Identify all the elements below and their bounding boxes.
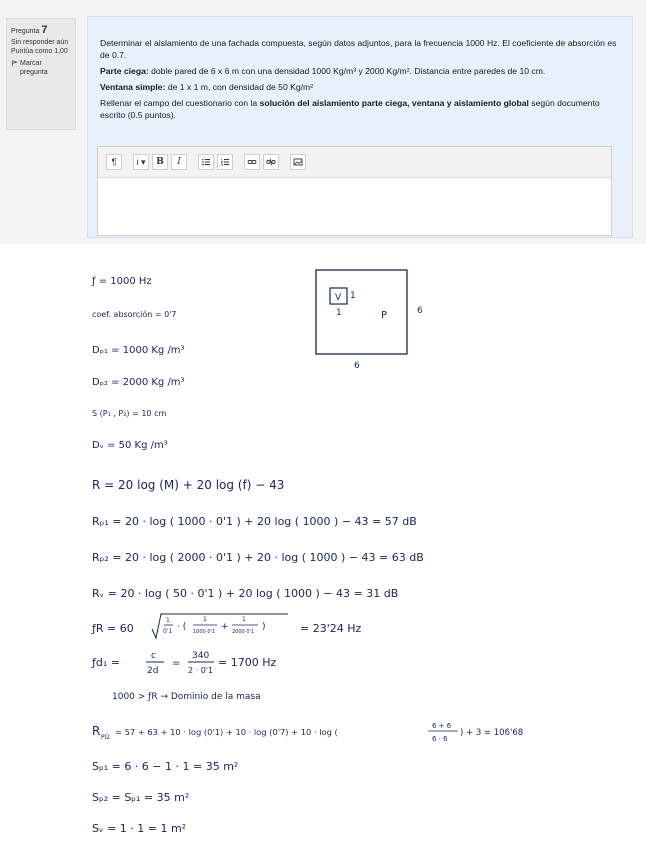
hw-line-6: Dᵥ = 50 Kg /m³	[92, 440, 168, 451]
hw-line-8: Rₚ₁ = 20 · log ( 1000 · 0'1 ) + 20 log ( 1000 ) − 43 = 57 dB	[92, 515, 417, 528]
diagram-part-label: P	[381, 310, 388, 321]
question-paragraph-2	[100, 65, 625, 77]
blind-part-label: Parte ciega:	[100, 66, 149, 76]
italic-button[interactable]: I	[171, 154, 187, 170]
hw-rpl-label: R	[92, 724, 101, 738]
fr-frac-bot-3: 2000·0'1	[232, 629, 255, 635]
fd-bot: 2d	[147, 666, 159, 676]
hw-line-7: R = 20 log (M) + 20 log (f) − 43	[92, 478, 285, 492]
unordered-list-button[interactable]	[198, 154, 214, 170]
fr-frac-top-2: 1	[203, 616, 207, 623]
flag-icon	[11, 60, 18, 67]
hw-rpl-sub: Pl2	[101, 734, 111, 741]
question-score: Puntúa como 1,00	[11, 48, 68, 56]
question-paragraph-1: Determinar el aislamiento de una fachada compuesta, según datos adjuntos, para la frecuencia 1000 Hz. El coeficiente de absorción es de 0.7.	[100, 38, 617, 60]
flag-label: Marcar pregunta	[20, 59, 48, 77]
instruction-text-a: Rellenar el campo del cuestionario con la	[100, 98, 260, 108]
instruction-bold: solución del aislamiento parte ciega, ventana y aislamiento global	[259, 98, 529, 108]
diagram-window-label: V	[335, 293, 342, 303]
question-info-panel	[6, 18, 76, 130]
diagram-side: 6	[417, 306, 423, 316]
rpl-frac-top: 6 + 6	[432, 722, 452, 730]
paragraph-button[interactable]: ¶	[106, 154, 122, 170]
hw-fr-result: = 23'24 Hz	[300, 622, 362, 635]
handwritten-solution	[0, 248, 646, 848]
hw-fr-label: ƒR = 60	[92, 622, 134, 635]
ordered-list-icon	[220, 157, 230, 167]
link-button[interactable]	[244, 154, 260, 170]
question-number: 7	[41, 24, 48, 36]
hw-line-3: Dₚ₁ = 1000 Kg /m³	[92, 345, 185, 356]
hw-rpl-result: ) + 3 = 106'68	[460, 728, 524, 738]
bold-button[interactable]: B	[152, 154, 168, 170]
hw-fd-label: ƒd₁ =	[92, 656, 120, 669]
fd-bot-2: 2 · 0'1	[188, 666, 214, 675]
hw-rpl-expr: = 57 + 63 + 10 · log (0'1) + 10 · log (0'7) + 10 · log (	[115, 727, 338, 737]
hw-line-2: coef. absorción = 0'7	[92, 310, 177, 319]
hw-line-sv: Sᵥ = 1 · 1 = 1 m²	[92, 822, 187, 835]
fr-dot: · (	[177, 622, 187, 632]
window-label: Ventana simple:	[100, 82, 166, 92]
fr-plus: +	[221, 622, 229, 632]
hw-fd-result: = 1700 Hz	[218, 656, 277, 669]
question-paragraph-4	[100, 97, 625, 121]
image-button[interactable]	[290, 154, 306, 170]
fd-top: c	[151, 651, 156, 661]
fd-eq: =	[172, 658, 181, 669]
fr-frac-bot-1: 0'1	[163, 628, 173, 635]
blind-part-text: doble pared de 6 x 6 m con una densidad 1000 Kg/m³ y 2000 Kg/m². Distancia entre paredes de 10 cm.	[148, 66, 546, 76]
fr-frac-top-1: 1	[166, 617, 170, 624]
diagram-bottom: 6	[354, 361, 360, 371]
sqrt-sign	[152, 614, 288, 638]
diagram-window-dim: 1	[350, 291, 356, 301]
hw-line-mass-domain: 1000 > ƒR → Dominio de la masa	[112, 692, 261, 702]
facade-diagram	[316, 270, 407, 354]
hw-line-5: S (P₁ , P₂) = 10 cm	[92, 409, 167, 418]
hw-line-sp2: Sₚ₂ = Sₚ₁ = 35 m²	[92, 791, 190, 804]
link-icon	[247, 157, 257, 167]
moodle-question-area	[0, 0, 646, 244]
rpl-frac-bot: 6 · 6	[432, 735, 448, 743]
instruction-text-b: según documento escrito (0.5 puntos).	[100, 98, 600, 120]
hw-line-4: Dₚ₂ = 2000 Kg /m³	[92, 377, 185, 388]
unlink-button[interactable]	[263, 154, 279, 170]
handwritten-notes	[0, 248, 646, 848]
unordered-list-icon	[201, 157, 211, 167]
hw-line-sp1: Sₚ₁ = 6 · 6 − 1 · 1 = 35 m²	[92, 760, 239, 773]
answer-editor[interactable]	[97, 146, 612, 236]
hw-line-9: Rₚ₂ = 20 · log ( 2000 · 0'1 ) + 20 · log ( 1000 ) − 43 = 63 dB	[92, 551, 424, 564]
fr-frac-bot-2: 1000·0'1	[193, 629, 216, 635]
diagram-window-dim-bottom: 1	[336, 308, 342, 318]
info-dropdown-button[interactable]: i ▾	[133, 154, 149, 170]
question-text	[100, 37, 625, 125]
editor-toolbar	[98, 147, 611, 178]
ordered-list-button[interactable]	[217, 154, 233, 170]
fd-top-2: 340	[192, 651, 210, 661]
question-status: Sin responder aún	[11, 38, 69, 46]
image-icon	[293, 157, 303, 167]
hw-line-10: Rᵥ = 20 · log ( 50 · 0'1 ) + 20 log ( 1000 ) − 43 = 31 dB	[92, 587, 399, 600]
question-label: Pregunta	[11, 28, 40, 35]
unlink-icon	[266, 157, 276, 167]
fr-frac-top-3: 1	[242, 616, 246, 623]
window-text: de 1 x 1 m, con densidad de 50 Kg/m²	[165, 82, 314, 92]
flag-question-link[interactable]	[11, 59, 71, 78]
fr-close: )	[262, 622, 266, 632]
question-paragraph-3	[100, 81, 625, 93]
hw-line-1: ƒ = 1000 Hz	[92, 276, 152, 287]
